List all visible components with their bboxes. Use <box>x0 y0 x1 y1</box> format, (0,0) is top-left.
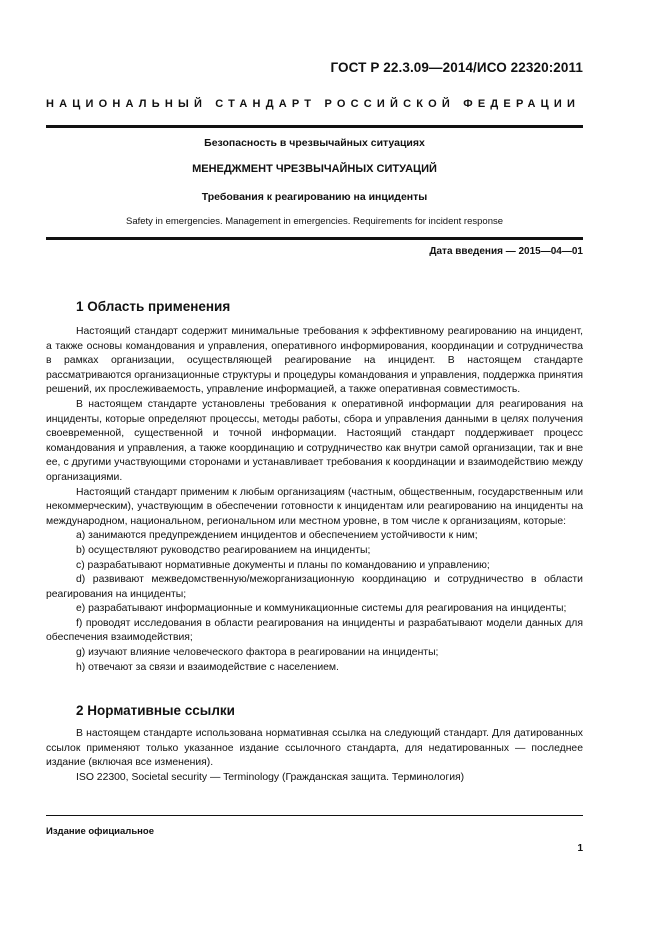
section-1-paragraph: В настоящем стандарте установлены требования к оперативной информации для реагирования на инциденты, которые определяют процессы, методы работы, сбора и управления данными в целях получения своевременной, существенной и точной информации. Настоящий стандарт поддерживает процесс командования и управления, а также координацию и сотрудничество как внутри самой организации, так и вне ее, с другими участвующими сторонами и устанавливает требования к координации и взаимодействию между организациями. <box>46 398 583 483</box>
title-line-1: Безопасность в чрезвычайных ситуациях <box>204 137 425 149</box>
official-edition-label: Издание официальное <box>46 826 154 837</box>
list-item: f) проводят исследования в области реагирования на инциденты и разрабатывают модели данных для обеспечения взаимодействия; <box>46 617 583 644</box>
list-item: d) развивают межведомственную/межорганизационную координацию и сотрудничество в области реагирования на инциденты; <box>46 574 583 600</box>
section-1-paragraph: Настоящий стандарт применим к любым организациям (частным, общественным, государственным или некоммерческим), участвующим в обеспечении готовности к инцидентам или реагированию на инциденты на международном, национальном, региональном или местном уровне, в том числе к организациям, которые: <box>46 486 583 527</box>
section-1-body <box>46 325 583 675</box>
standard-designation: ГОСТ Р 22.3.09—2014/ИСО 22320:2011 <box>330 60 583 75</box>
list-item: b) осуществляют руководство реагированием на инциденты; <box>76 544 371 556</box>
section-2-heading: 2 Нормативные ссылки <box>76 703 235 718</box>
national-standard-heading: НАЦИОНАЛЬНЫЙ СТАНДАРТ РОССИЙСКОЙ ФЕДЕРАЦИИ <box>46 98 581 110</box>
list-item: g) изучают влияние человеческого фактора в реагировании на инциденты; <box>76 647 439 659</box>
section-2-paragraph: В настоящем стандарте использована нормативная ссылка на следующий стандарт. Для датированных ссылок применяют только указанное издание ссылочного стандарта, для недатированных — последнее издание (включая все изменения). <box>46 728 583 769</box>
list-item: c) разрабатывают нормативные документы и планы по командованию и управлению; <box>76 559 490 571</box>
list-item: e) разрабатывают информационные и коммуникационные системы для реагирования на инциденты; <box>76 603 567 615</box>
list-item: h) отвечают за связи и взаимодействие с населением. <box>76 661 339 673</box>
introduction-date: Дата введения — 2015—04—01 <box>429 246 583 257</box>
footer-rule <box>46 815 583 816</box>
section-2-body <box>46 727 583 785</box>
normative-reference: ISO 22300, Societal security — Terminology (Гражданская защита. Терминология) <box>76 771 465 783</box>
title-line-2: МЕНЕДЖМЕНТ ЧРЕЗВЫЧАЙНЫХ СИТУАЦИЙ <box>192 163 437 175</box>
english-title: Safety in emergencies. Management in emergencies. Requirements for incident response <box>125 216 504 227</box>
list-item: a) занимаются предупреждением инцидентов и обеспечением устойчивости к ним; <box>76 530 478 542</box>
page-number: 1 <box>577 843 583 854</box>
section-1-paragraph: Настоящий стандарт содержит минимальные требования к эффективному реагированию на инцидент, а также основы командования и управления, оперативного информирования, координации и сотрудничества в рамках организации, осуществляющей реагирование на инцидент. В настоящем стандарте рассматриваются организационные структуры и процедуры командования и управления, поддержка принятия решений, их прослеживаемость, управление информацией, а также оперативная совместимость. <box>46 326 583 396</box>
top-rule <box>46 125 583 128</box>
title-bottom-rule <box>46 237 583 240</box>
section-1-heading: 1 Область применения <box>76 299 231 314</box>
title-line-3: Требования к реагированию на инциденты <box>201 191 428 203</box>
